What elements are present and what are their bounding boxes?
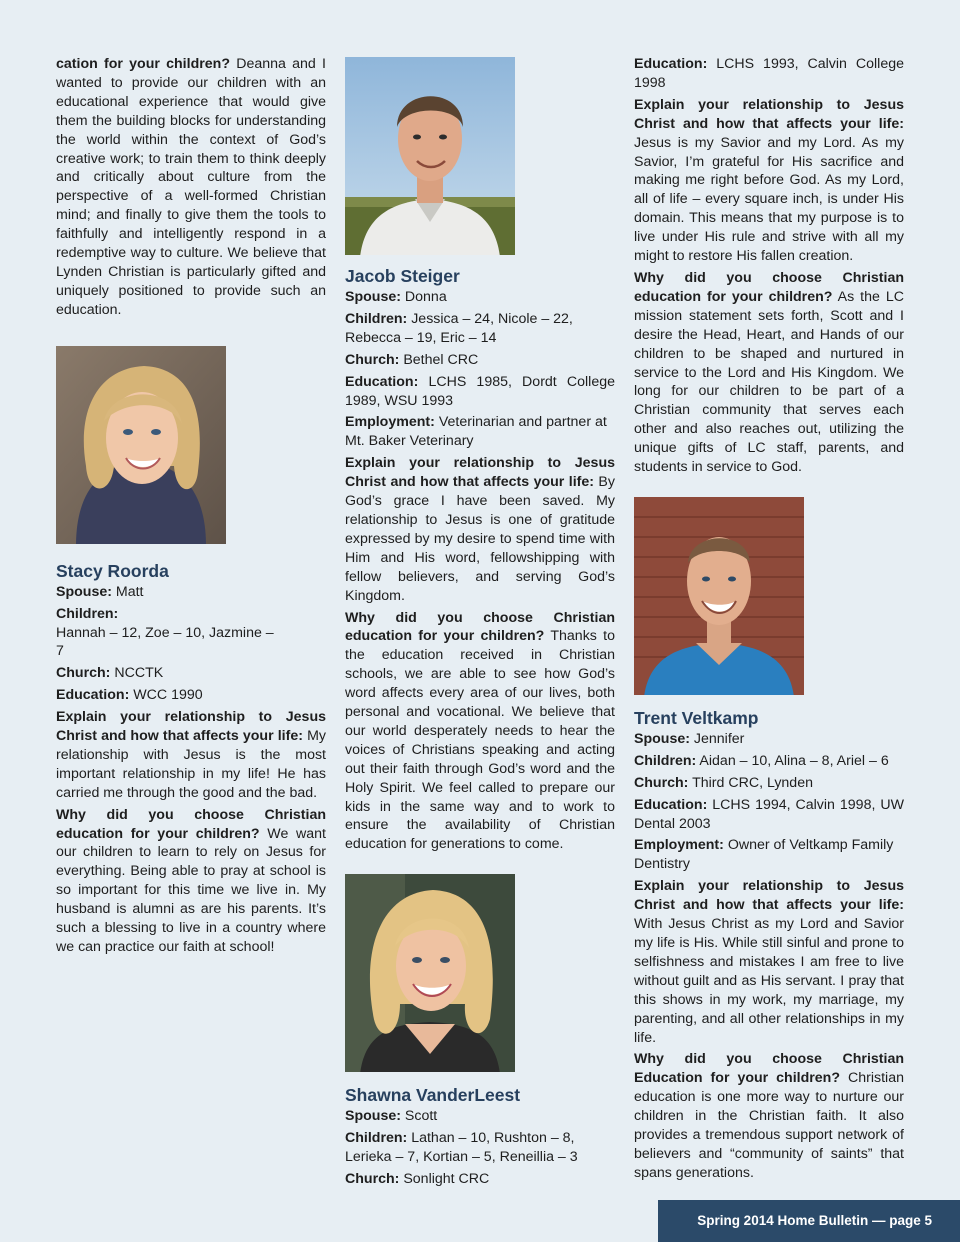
children-label: Children: — [345, 1130, 408, 1147]
education-choice-text: Christian education is one more way to nurture our children in the Christian faith. It also provides a tremendous support network of believers and “community of saints” that spans generations. — [634, 1070, 904, 1181]
column-middle — [345, 57, 615, 1192]
education-choice-answer — [634, 269, 904, 477]
children-line — [345, 1129, 615, 1167]
relationship-text: My relationship with Jesus is the most important relationship in my life! He has carried me through the good and the bad. — [56, 728, 326, 801]
spouse-line — [345, 288, 615, 307]
church-label: Church: — [634, 774, 689, 791]
spouse-label: Spouse: — [345, 289, 401, 305]
spouse-label: Spouse: — [634, 730, 690, 747]
children-line — [634, 752, 904, 771]
portrait-man-outdoors — [345, 57, 515, 255]
profile-name: Shawna VanderLeest — [345, 1085, 521, 1106]
education-choice-question: Why did you choose Christian Education for your children? — [634, 1051, 904, 1087]
children-line — [56, 605, 326, 662]
church-line — [345, 351, 615, 370]
employment-value: Veterinarian and partner at Mt. Baker Veterinary — [345, 414, 607, 450]
education-line — [345, 373, 615, 411]
photo-shawna-vanderleest — [345, 874, 515, 1072]
church-label: Church: — [56, 665, 111, 682]
relationship-text: Jesus is my Savior and my Lord. As my Savior, I’m grateful for His sacrifice and making me right before God. As my Lord, all of life – every square inch, is under His domain. This means that my purpose is to live under His rule and strive with all my might to restore His fallen creation. — [634, 134, 904, 265]
church-line — [56, 664, 326, 683]
church-line — [345, 1170, 615, 1189]
education-label: Education: — [634, 56, 708, 72]
children-label: Children: — [345, 310, 408, 327]
portrait-man-brick-wall — [634, 497, 804, 695]
education-value: WCC 1990 — [129, 687, 203, 704]
relationship-answer — [634, 96, 904, 266]
spouse-line — [56, 583, 326, 602]
spouse-value: Scott — [400, 1108, 438, 1125]
education-label: Education: — [634, 796, 708, 813]
employment-line — [345, 413, 615, 451]
intro-lead: cation for your children? — [56, 56, 230, 72]
education-label: Education: — [56, 687, 130, 704]
children-value: Aidan – 10, Alina – 8, Ariel – 6 — [696, 752, 889, 769]
children-value: Hannah – 12, Zoe – 10, Jazmine – 7 — [56, 624, 274, 660]
church-value: Third CRC, Lynden — [688, 774, 813, 791]
education-choice-text: As the LC mission statement sets forth, Scott and I desire the Head, Heart, and Hands of our children to be shaped and nurtured in service to the Lord and His Kingdom. We long for our children to be part of a Christian community that serves each other and also reaches out, utilizing the unique gifts of LC staff, parents, and students in service to God. — [634, 288, 904, 476]
church-label: Church: — [345, 1171, 400, 1187]
relationship-answer — [634, 877, 904, 1047]
education-line — [634, 796, 904, 834]
education-choice-question: Why did you choose Christian education for your children? — [634, 269, 904, 305]
education-choice-answer — [56, 806, 326, 957]
intro-paragraph — [56, 55, 326, 320]
children-label: Children: — [634, 752, 697, 769]
education-choice-answer — [345, 609, 615, 855]
photo-stacy-roorda — [56, 346, 226, 544]
intro-text: Deanna and I wanted to provide our children with an educational experience that would give them the building blocks for understanding the world within the context of God’s creative work; to train them to think deeply and critically about culture from the perspective of a well-formed Christian mind; and finally to give them the tools to faithfully and intelligently respond in a redemptive way to culture. We believe that Lynden Christian is particularly gifted and uniquely positioned to provide such an education. — [56, 56, 326, 318]
church-line — [634, 774, 904, 793]
education-choice-text: We want our children to learn to rely on Jesus for everything. Being able to pray at school is so important for this time we live in. My husband is alumni as are his parents. It’s such a blessing to live in a country where we can practice our faith at school! — [56, 825, 326, 955]
relationship-question: Explain your relationship to Jesus Christ and how that affects your life: — [634, 96, 904, 132]
photo-trent-veltkamp — [634, 497, 804, 695]
education-label: Education: — [345, 373, 419, 390]
relationship-text: By God’s grace I have been saved. My relationship to Jesus is one of gratitude expressed by my desire to spend time with Him and His word, fellowshipping with fellow believers, and serving God’s Kingdom. — [345, 474, 615, 604]
column-right — [634, 55, 904, 1186]
education-line — [56, 686, 326, 705]
relationship-question: Explain your relationship to Jesus Christ and how that affects your life: — [345, 455, 615, 491]
employment-value: Owner of Veltkamp Family Dentistry — [634, 837, 894, 873]
relationship-question: Explain your relationship to Jesus Christ and how that affects your life: — [634, 878, 904, 914]
church-value: NCCTK — [110, 665, 164, 682]
education-value: LCHS 1993, Calvin College 1998 — [634, 56, 904, 91]
portrait-woman-smiling — [345, 874, 515, 1072]
education-line — [634, 55, 904, 93]
church-label: Church: — [345, 351, 400, 368]
education-choice-text: Thanks to the education received in Christian schools, we are able to see how God’s word affects every area of our lives, both personal and vocational. We believe that our world desperately needs to hear the voices of Christians speaking and acting out their faith through God’s word and the Holy Spirit. We feel called to prepare our kids in the same way and to work to ensure the availability of Christian education for generations to come. — [345, 628, 615, 853]
education-value: LCHS 1985, Dordt College 1989, WSU 1993 — [345, 373, 615, 409]
employment-line — [634, 836, 904, 874]
profile-name: Jacob Steiger — [345, 266, 460, 286]
education-value: LCHS 1994, Calvin 1998, UW Dental 2003 — [634, 796, 904, 832]
church-value: Bethel CRC — [399, 351, 479, 368]
education-choice-question: Why did you choose Christian education for your children? — [345, 609, 615, 645]
relationship-question: Explain your relationship to Jesus Christ and how that affects your life: — [56, 709, 326, 745]
employment-label: Employment: — [345, 414, 435, 431]
children-value: Lathan – 10, Rushton – 8, Lerieka – 7, Kortian – 5, Reneillia – 3 — [345, 1130, 578, 1166]
spouse-line — [345, 1107, 615, 1126]
relationship-text: With Jesus Christ as my Lord and Savior my life is His. While still sinful and prone to selfishness and mistakes I am free to live without guilt and as His servant. I pray that this shows in my work, my marriage, my parenting, and all other relationships in my life. — [634, 916, 904, 1046]
children-value: Jessica – 24, Nicole – 22, Rebecca – 19, Eric – 14 — [345, 310, 573, 346]
church-value: Sonlight CRC — [399, 1171, 490, 1187]
profile-name: Trent Veltkamp — [634, 707, 759, 728]
spouse-line — [634, 730, 904, 749]
portrait-woman-blonde — [56, 346, 226, 544]
photo-jacob-steiger — [345, 57, 515, 255]
relationship-answer — [56, 708, 326, 803]
profile-name: Stacy Roorda — [56, 560, 169, 581]
column-left — [56, 55, 326, 960]
relationship-answer — [345, 454, 615, 605]
spouse-value: Jennifer — [689, 730, 745, 747]
spouse-label: Spouse: — [345, 1108, 401, 1125]
spouse-label: Spouse: — [56, 583, 112, 600]
spouse-value: Donna — [400, 289, 447, 305]
employment-label: Employment: — [634, 837, 724, 854]
children-line — [345, 310, 615, 348]
spouse-value: Matt — [111, 583, 144, 600]
education-choice-question: Why did you choose Christian education for your children? — [56, 806, 326, 842]
education-choice-answer — [634, 1050, 904, 1182]
children-label: Children: — [56, 605, 119, 622]
page-footer: Spring 2014 Home Bulletin — page 5 — [658, 1200, 960, 1242]
